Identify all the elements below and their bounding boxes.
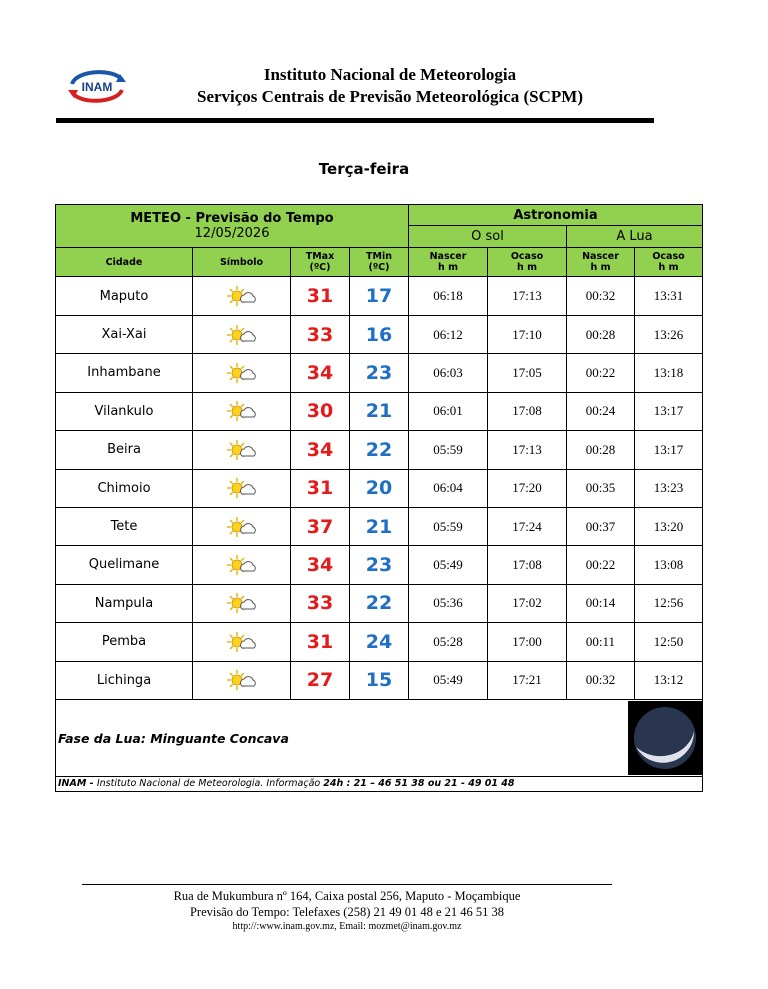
city-name: Beira	[107, 442, 141, 458]
grid-line	[634, 247, 635, 699]
grid-line	[56, 247, 702, 248]
city-name: Pemba	[101, 634, 147, 650]
tmin-value: 22	[365, 438, 393, 461]
col-symbol: Símbolo	[193, 248, 290, 276]
moon-photo	[628, 701, 702, 775]
sunset-time: 17:13	[512, 441, 542, 457]
moon-phase: Fase da Lua: Minguante Concava	[58, 731, 289, 746]
sunrise-time: 06:04	[433, 480, 463, 496]
moonset-time: 13:26	[653, 326, 684, 342]
col-moon-rise: Nascer h m	[567, 248, 634, 276]
grid-line	[409, 225, 702, 226]
sunset-time: 17:20	[512, 480, 542, 496]
moon-header: A Lua	[567, 226, 702, 247]
tmin-value: 23	[365, 553, 393, 576]
meteo-title: METEO - Previsão do Tempo	[130, 211, 334, 226]
moonset-time: 13:12	[653, 672, 684, 688]
sun-cloud-icon	[193, 277, 290, 315]
tmin-value: 17	[365, 285, 393, 308]
sun-cloud-icon	[193, 469, 290, 507]
city-name: Lichinga	[96, 672, 152, 688]
sunrise-time: 06:18	[433, 288, 463, 304]
col-sun-set: Ocaso h m	[488, 248, 566, 276]
grid-line	[487, 247, 488, 699]
sunset-time: 17:08	[512, 403, 542, 419]
moonrise-time: 00:32	[585, 672, 616, 688]
sunset-time: 17:10	[512, 326, 542, 342]
forecast-date: 12/05/2026	[194, 226, 270, 241]
grid-line	[56, 699, 702, 700]
sunset-time: 17:00	[512, 633, 542, 649]
city-name: Inhambane	[87, 365, 161, 381]
tmax-value: 30	[306, 400, 334, 423]
tmax-value: 34	[306, 553, 334, 576]
sunset-time: 17:08	[512, 556, 542, 572]
tmax-value: 33	[306, 592, 334, 615]
sunset-time: 17:05	[512, 364, 542, 380]
tmax-value: 37	[306, 515, 334, 538]
sun-header: O sol	[409, 226, 566, 247]
grid-line	[566, 226, 567, 699]
row-divider	[56, 430, 702, 431]
tmin-value: 21	[365, 400, 393, 423]
row-divider	[56, 545, 702, 546]
grid-line	[290, 247, 291, 699]
row-divider	[56, 622, 702, 623]
tmax-value: 34	[306, 438, 334, 461]
astronomy-header: Astronomia	[409, 205, 702, 225]
sunrise-time: 06:03	[433, 364, 463, 380]
forecast-table	[55, 204, 703, 792]
sunrise-time: 05:49	[433, 556, 463, 572]
moonset-time: 12:56	[653, 595, 684, 611]
col-city: Cidade	[56, 248, 192, 276]
tmin-value: 22	[365, 592, 393, 615]
grid-line	[56, 276, 702, 277]
moonset-time: 13:23	[653, 480, 684, 496]
tmax-value: 31	[306, 285, 334, 308]
city-name: Tete	[110, 519, 138, 535]
sunrise-time: 05:36	[433, 595, 463, 611]
inam-logo	[66, 66, 128, 106]
sunset-time: 17:21	[512, 672, 542, 688]
sun-cloud-icon	[193, 661, 290, 699]
moonrise-time: 00:32	[585, 288, 616, 304]
moonrise-time: 00:35	[585, 480, 616, 496]
sunrise-time: 05:59	[433, 518, 463, 534]
tmin-value: 21	[365, 515, 393, 538]
grid-line	[56, 776, 702, 777]
moonrise-time: 00:11	[585, 633, 616, 649]
row-divider	[56, 661, 702, 662]
sunrise-time: 05:49	[433, 672, 463, 688]
moonset-time: 13:18	[653, 364, 684, 380]
moonrise-time: 00:22	[585, 364, 616, 380]
footer-divider	[82, 884, 612, 885]
sunset-time: 17:02	[512, 595, 542, 611]
meteo-header	[56, 205, 408, 247]
sun-cloud-icon	[193, 354, 290, 392]
city-name: Maputo	[99, 288, 149, 304]
sun-cloud-icon	[193, 507, 290, 545]
tmax-value: 27	[306, 669, 334, 692]
moonrise-time: 00:37	[585, 518, 616, 534]
grid-line	[192, 247, 193, 699]
sun-cloud-icon	[193, 392, 290, 430]
moonset-time: 12:50	[653, 633, 684, 649]
col-tmax: TMax (ºC)	[291, 248, 349, 276]
grid-line	[408, 205, 409, 699]
tmax-value: 31	[306, 630, 334, 653]
sunset-time: 17:13	[512, 288, 542, 304]
sunset-time: 17:24	[512, 518, 542, 534]
service-name: Serviços Centrais de Previsão Meteorológica (SCPM)	[196, 87, 584, 106]
sunrise-time: 05:28	[433, 633, 463, 649]
sunrise-time: 06:01	[433, 403, 463, 419]
tmin-value: 23	[365, 361, 393, 384]
moonrise-time: 00:24	[585, 403, 616, 419]
city-name: Nampula	[94, 595, 154, 611]
day-title: Terça-feira	[318, 160, 410, 178]
moonrise-time: 00:28	[585, 441, 616, 457]
tmin-value: 24	[365, 630, 393, 653]
moonset-time: 13:31	[653, 288, 684, 304]
sun-cloud-icon	[193, 584, 290, 622]
row-divider	[56, 507, 702, 508]
tmax-value: 31	[306, 477, 334, 500]
sun-cloud-icon	[193, 431, 290, 469]
tmax-value: 33	[306, 323, 334, 346]
moonrise-time: 00:28	[585, 326, 616, 342]
institution-name: Instituto Nacional de Meteorologia	[263, 65, 517, 84]
row-divider	[56, 584, 702, 585]
tmin-value: 16	[365, 323, 393, 346]
footer-forecast-phone: Previsão do Tempo: Telefaxes (258) 21 49 01 48 e 21 46 51 38	[189, 905, 505, 919]
city-name: Quelimane	[88, 557, 160, 573]
row-divider	[56, 392, 702, 393]
tmin-value: 15	[365, 669, 393, 692]
row-divider	[56, 469, 702, 470]
footer-address: Rua de Mukumbura nº 164, Caixa postal 256, Maputo - Moçambique	[173, 889, 521, 903]
footer-web: http://:www.inam.gov.mz, Email: mozmet@inam.gov.mz	[232, 921, 462, 932]
col-tmin: TMin (ºC)	[350, 248, 408, 276]
col-sun-rise: Nascer h m	[409, 248, 487, 276]
sun-cloud-icon	[193, 315, 290, 353]
tmin-value: 20	[365, 477, 393, 500]
moonset-time: 13:17	[653, 441, 684, 457]
info-line: INAM - Instituto Nacional de Meteorologia. Informação 24h : 21 – 46 51 38 ou 21 - 49 01 48	[58, 778, 515, 789]
grid-line	[349, 247, 350, 699]
sun-cloud-icon	[193, 546, 290, 584]
row-divider	[56, 353, 702, 354]
moonrise-time: 00:22	[585, 556, 616, 572]
svg-text:INAM: INAM	[81, 80, 113, 94]
tmax-value: 34	[306, 361, 334, 384]
row-divider	[56, 315, 702, 316]
city-name: Xai-Xai	[101, 327, 147, 343]
sunrise-time: 05:59	[433, 441, 463, 457]
sunrise-time: 06:12	[433, 326, 463, 342]
header-divider	[56, 118, 654, 123]
moonrise-time: 00:14	[585, 595, 616, 611]
moonset-time: 13:17	[653, 403, 684, 419]
city-name: Vilankulo	[94, 403, 154, 419]
city-name: Chimoio	[97, 480, 151, 496]
col-moon-set: Ocaso h m	[635, 248, 702, 276]
sun-cloud-icon	[193, 623, 290, 661]
moonset-time: 13:20	[653, 518, 684, 534]
moonset-time: 13:08	[653, 556, 684, 572]
